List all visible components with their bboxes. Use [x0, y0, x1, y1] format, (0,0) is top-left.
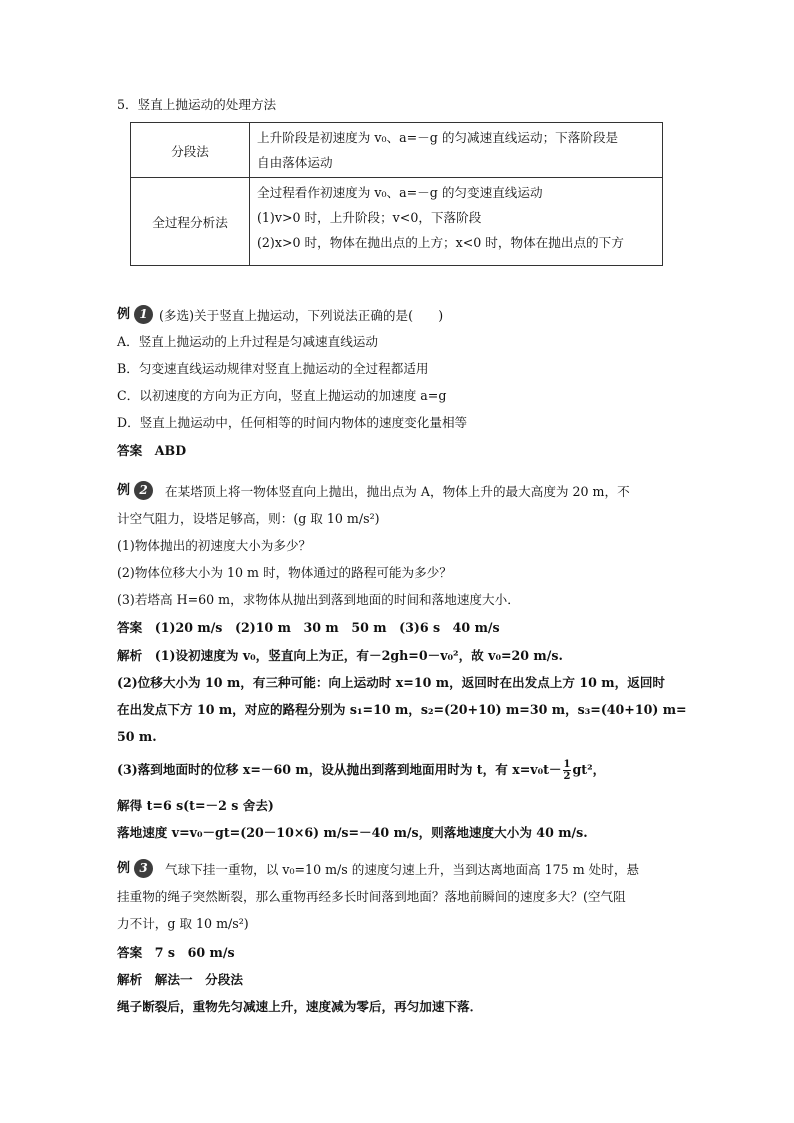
- example2-subquestion-3: (3)若塔高 H=60 m，求物体从抛出到落到地面的时间和落地速度大小．: [117, 592, 520, 607]
- option-d: D．竖直上抛运动中，任何相等的时间内物体的速度变化量相等: [117, 415, 468, 430]
- section-title: 5．竖直上抛运动的处理方法: [117, 97, 277, 112]
- example2-question-line1: 例 2 在某塔顶上将一物体竖直向上抛出，抛出点为 A，物体上升的最大高度为 20 m，不: [117, 483, 630, 499]
- example2-analysis-1: 解析 (1)设初速度为 v₀，竖直向上为正，有－2gh=0－v₀²，故 v₀=20 m/s.: [117, 648, 563, 663]
- table-row: [131, 123, 663, 178]
- method-name-whole-process: 全过程分析法: [131, 178, 250, 266]
- example-badge: 例 3: [117, 860, 155, 878]
- method-desc-whole-process: [250, 178, 663, 266]
- example-badge: 例 1: [117, 306, 155, 324]
- option-b: B．匀变速直线运动规律对竖直上抛运动的全过程都适用: [117, 361, 429, 376]
- example2-answer: 答案 (1)20 m/s (2)10 m 30 m 50 m (3)6 s 40 m/s: [117, 620, 500, 635]
- example3-answer: 答案 7 s 60 m/s: [117, 945, 235, 960]
- example2-analysis-step3: (3)落到地面时的位移 x=－60 m，设从抛出到落到地面用时为 t，有 x=v₀t－ $\frac{1}{2}$ gt²，: [117, 759, 606, 782]
- methods-table: [130, 122, 663, 266]
- example-badge: 例 2: [117, 482, 155, 500]
- desc-line: (2)x>0 时，物体在抛出点的上方；x<0 时，物体在抛出点的下方: [257, 235, 624, 250]
- example2-subquestion-2: (2)物体位移大小为 10 m 时，物体通过的路程可能为多少？: [117, 565, 452, 580]
- example2-analysis-3: 在出发点下方 10 m，对应的路程分别为 s₁=10 m，s₂=(20+10) m=30 m，s₃=(40+10) m=: [117, 702, 687, 717]
- fraction: $\frac{1}{2}$: [563, 759, 571, 782]
- example2-subquestion-1: (1)物体抛出的初速度大小为多少？: [117, 538, 312, 553]
- example2-final: 落地速度 v=v₀－gt=(20－10×6) m/s=－40 m/s，则落地速度大小为 40 m/s.: [117, 825, 588, 840]
- desc-line: (1)v>0 时，上升阶段；v<0，下落阶段: [257, 210, 482, 225]
- example1-question: 例 1 (多选)关于竖直上抛运动，下列说法正确的是( ): [117, 307, 444, 323]
- example2-analysis-2: (2)位移大小为 10 m，有三种可能：向上运动时 x=10 m，返回时在出发点上方 10 m，返回时: [117, 675, 666, 690]
- desc-line: 全过程看作初速度为 v₀、a=－g 的匀变速直线运动: [257, 185, 543, 200]
- option-a: A．竖直上抛运动的上升过程是匀减速直线运动: [117, 334, 378, 349]
- example2-solve: 解得 t=6 s(t=－2 s 舍去): [117, 798, 274, 813]
- method-desc-segmented: [250, 123, 663, 178]
- example1-answer: 答案 ABD: [117, 443, 187, 458]
- option-c: C．以初速度的方向为正方向，竖直上抛运动的加速度 a=g: [117, 388, 447, 403]
- desc-line: 自由落体运动: [257, 155, 333, 170]
- example3-question-line1: 例 3 气球下挂一重物，以 v₀=10 m/s 的速度匀速上升，当到达离地面高 175 m 处时，悬: [117, 861, 640, 877]
- example3-analysis-title: 解析 解法一 分段法: [117, 972, 243, 987]
- desc-line: 上升阶段是初速度为 v₀、a=－g 的匀减速直线运动；下落阶段是: [257, 130, 619, 145]
- method-name-segmented: 分段法: [131, 123, 250, 178]
- example3-analysis-text: 绳子断裂后，重物先匀减速上升，速度减为零后，再匀加速下落．: [117, 999, 483, 1014]
- example3-question-line2: 挂重物的绳子突然断裂，那么重物再经多长时间落到地面？落地前瞬间的速度多大？(空气阻: [117, 889, 626, 904]
- example2-analysis-4: 50 m.: [117, 729, 157, 744]
- table-row: [131, 178, 663, 266]
- example2-question-line2: 计空气阻力，设塔足够高，则：(g 取 10 m/s²): [117, 511, 380, 526]
- example3-question-line3: 力不计，g 取 10 m/s²): [117, 916, 249, 931]
